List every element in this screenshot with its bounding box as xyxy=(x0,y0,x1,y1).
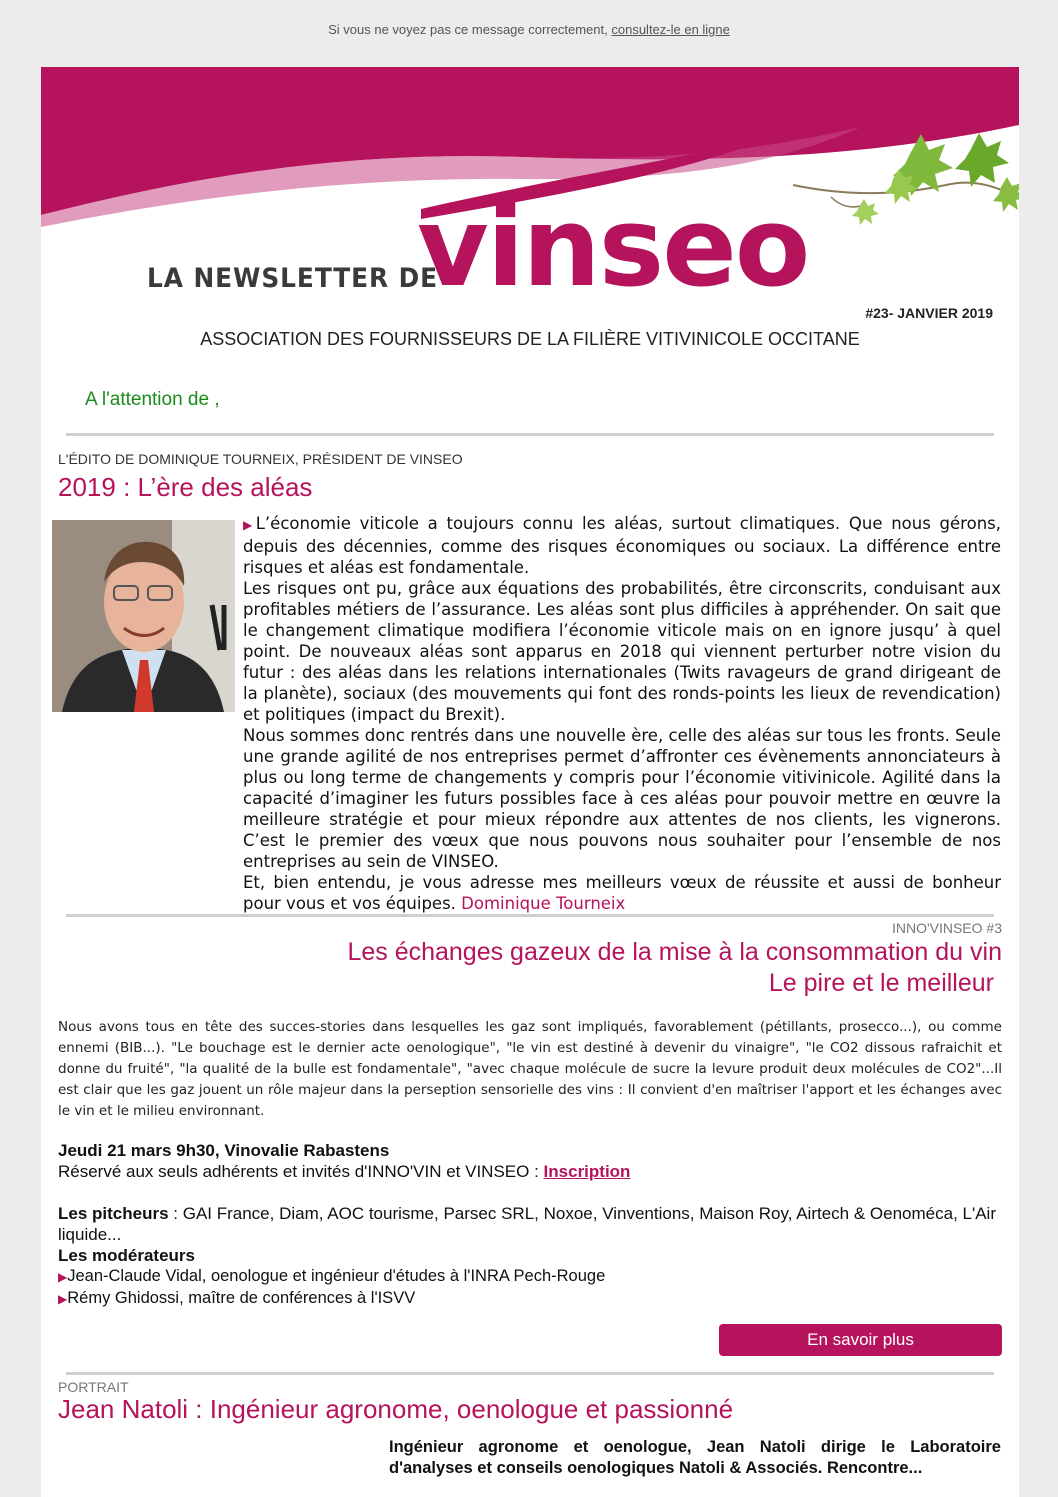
inno-kicker: INNO'VINSEO #3 xyxy=(891,920,1002,936)
pitchers-label: Les pitcheurs xyxy=(58,1204,169,1223)
moderator-item: Rémy Ghidossi, maître de conférences à l'ISVV xyxy=(67,1289,416,1307)
inno-subtitle-line: Le pire et le meilleur xyxy=(768,969,994,997)
inscription-link[interactable]: Inscription xyxy=(543,1162,631,1181)
edito-text xyxy=(243,513,1001,914)
view-online-link[interactable]: consultez-le en ligne xyxy=(611,22,730,37)
pitchers-list: : GAI France, Diam, AOC tourisme, Parsec SRL, Noxoe, Vinventions, Maison Roy, Airtech & Oenoméca, L'Air liquide... xyxy=(58,1204,996,1244)
event-reserved: Réservé aux seuls adhérents et invités d'INNO'VIN et VINSEO : xyxy=(58,1162,539,1181)
section-divider xyxy=(66,914,994,917)
newsletter-card xyxy=(41,67,1019,1497)
edito-paragraph: Les risques ont pu, grâce aux équations des probabilités, être circonscrits, conduisant aux profitables métiers de l’assurance. Les aléas sont plus difficiles à appréhender. On sait que le changement climatique modifiera l’économie viticole mais on en ignore jusqu’ à quel point. De nouveaux aléas sont apparus en 2018 qui viennent perturber notre vision du futur : des aléas dans les relations internationales (Twits ravageurs de grand dirigeant de la planète), sociaux (des mouvements qui font des ronds-points les lieux de revendication) et politiques (impact du Brexit). xyxy=(243,579,1001,724)
edito-signature: Dominique Tourneix xyxy=(461,894,626,913)
moderator-item: Jean-Claude Vidal, oenologue et ingénieur d'études à l'INRA Pech-Rouge xyxy=(67,1267,606,1285)
moderators xyxy=(58,1245,1002,1310)
bullet-arrow-icon: ▶ xyxy=(243,518,256,532)
learn-more-button[interactable]: En savoir plus xyxy=(719,1324,1002,1356)
edito-paragraph: Nous sommes donc rentrés dans une nouvelle ère, celle des aléas sur tous les fronts. Seule une grande agilité de nos entreprises permet d’affronter ces évènements annonciateurs à plus ou long terme de changements y compris pour l’économie vitivinicole. Agilité dans la capacité d’imaginer les futurs possibles face à ces aléas pour pouvoir mettre en œuvre la meilleure stratégie et pour mieux répondre aux attentes de nos clients, les vignerons. C’est le premier des vœux que nous pouvons nous souhaiter pour l’ensemble de nos entreprises au sein de VINSEO. xyxy=(243,726,1001,871)
pitchers xyxy=(58,1203,1002,1245)
view-online-note xyxy=(0,22,1058,37)
issue-number: #23- JANVIER 2019 xyxy=(865,305,993,321)
newsletter-label: LA NEWSLETTER DE xyxy=(147,263,439,294)
inno-title xyxy=(202,937,1002,999)
portrait-summary: Ingénieur agronome et oenologue, Jean Natoli dirige le Laboratoire d'analyses et conseils oenologiques Natoli & Associés. Rencontre... xyxy=(389,1438,1001,1477)
edito-paragraph: Et, bien entendu, je vous adresse mes meilleurs vœux de réussite et aussi de bonheur pour vous et vos équipes. xyxy=(243,873,1001,913)
event-info xyxy=(58,1140,1002,1182)
section-divider xyxy=(66,1372,994,1375)
event-date: Jeudi 21 mars 9h30, Vinovalie Rabastens xyxy=(58,1141,390,1160)
vinseo-logo: vinseo xyxy=(417,183,809,311)
association-tagline: ASSOCIATION DES FOURNISSEURS DE LA FILIÈRE VITIVINICOLE OCCITANE xyxy=(200,329,860,349)
author-photo xyxy=(52,520,235,712)
bullet-arrow-icon: ▶ xyxy=(58,1270,68,1284)
edito-paragraph: L’économie viticole a toujours connu les aléas, surtout climatiques. Que nous gérons, depuis des décennies, comme des risques économiques ou sociaux. La différence entre risques et aléas est fondamentale. xyxy=(243,514,1002,577)
view-online-text: Si vous ne voyez pas ce message correctement, xyxy=(328,22,608,37)
inno-title-line: Les échanges gazeux de la mise à la consommation du vin xyxy=(347,938,1002,966)
section-divider xyxy=(66,433,994,436)
portrait-kicker: PORTRAIT xyxy=(58,1379,129,1395)
portrait-title[interactable]: Jean Natoli : Ingénieur agronome, oenologue et passionné xyxy=(58,1394,734,1424)
inno-description: Nous avons tous en tête des succes-stories dans lesquelles les gaz sont impliqués, favorablement (pétillants, prosecco...), ou comme ennemi (BIB...). "Le bouchage est le dernier acte oenologique", "le vin est destiné à devenir du vinaigre", "le CO2 dissous rafraichit et donne du fruité", "la qualité de la bulle est fondamentale", "avec chaque molécule de sucre la levure produit deux molécules de CO2"...Il est clair que les gaz jouent un rôle majeur dans la perseption sensorielle des vins : Il convient d'en maîtriser l'apport et les échanges avec le vin et le milieu environnant. xyxy=(58,1019,1002,1119)
edito-title: 2019 : L’ère des aléas xyxy=(58,472,313,502)
bullet-arrow-icon: ▶ xyxy=(58,1292,68,1306)
recipient-greeting: A l'attention de , xyxy=(85,389,220,410)
edito-kicker: L'ÉDITO DE DOMINIQUE TOURNEIX, PRÉSIDENT DE VINSEO xyxy=(58,451,463,467)
moderators-label: Les modérateurs xyxy=(58,1246,195,1265)
